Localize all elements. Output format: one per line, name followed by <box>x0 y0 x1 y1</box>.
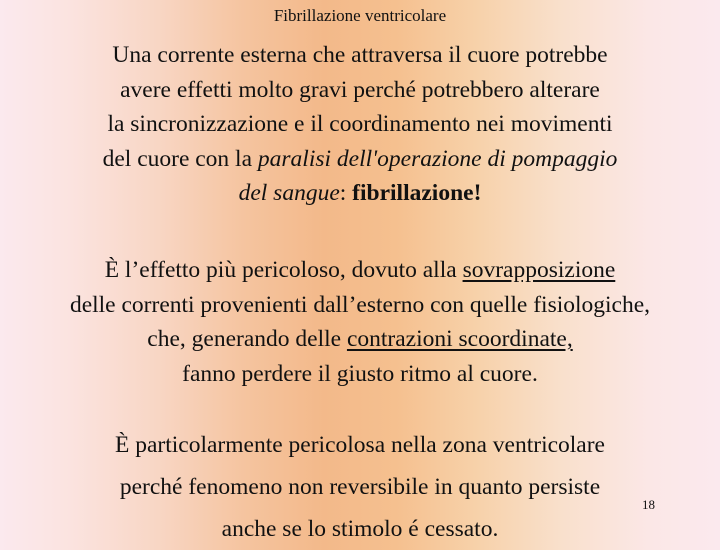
paragraph-line: Una corrente esterna che attraversa il cuore potrebbe <box>112 42 608 68</box>
underlined-term: contrazioni scoordinate, <box>346 326 573 352</box>
paragraph-line: delle correnti provenienti dall’esterno con quelle fisiologiche, <box>69 291 651 318</box>
paragraph-line: che, generando delle <box>147 326 347 352</box>
paragraph-line: fanno perdere il giusto ritmo al cuore. <box>182 360 538 387</box>
paragraph-line: la sincronizzazione e il coordinamento nei movimenti <box>107 111 613 137</box>
italic-phrase: paralisi dell'operazione di pompaggio <box>257 145 618 172</box>
paragraph-line: avere effetti molto gravi perché potrebbero alterare <box>120 76 600 103</box>
paragraph-effect <box>0 253 720 391</box>
paragraph-line: del cuore con la <box>102 145 258 172</box>
paragraph-line: anche se lo stimolo é cessato. <box>221 516 499 542</box>
slide-title: Fibrillazione ventricolare <box>273 6 447 25</box>
paragraph-intro <box>0 38 720 211</box>
separator-text: : <box>339 180 353 206</box>
paragraph-line: È l’effetto più pericoloso, dovuto alla <box>104 257 463 283</box>
bold-keyword: fibrillazione! <box>352 180 482 206</box>
underlined-term: sovrapposizione <box>462 257 616 283</box>
paragraph-line: È particolarmente pericolosa nella zona ventricolare <box>115 432 605 458</box>
paragraph-ventricular <box>0 424 720 550</box>
italic-phrase: del sangue <box>238 180 340 206</box>
paragraph-line: perché fenomeno non reversibile in quanto persiste <box>119 474 601 500</box>
page-number: 18 <box>642 497 655 512</box>
